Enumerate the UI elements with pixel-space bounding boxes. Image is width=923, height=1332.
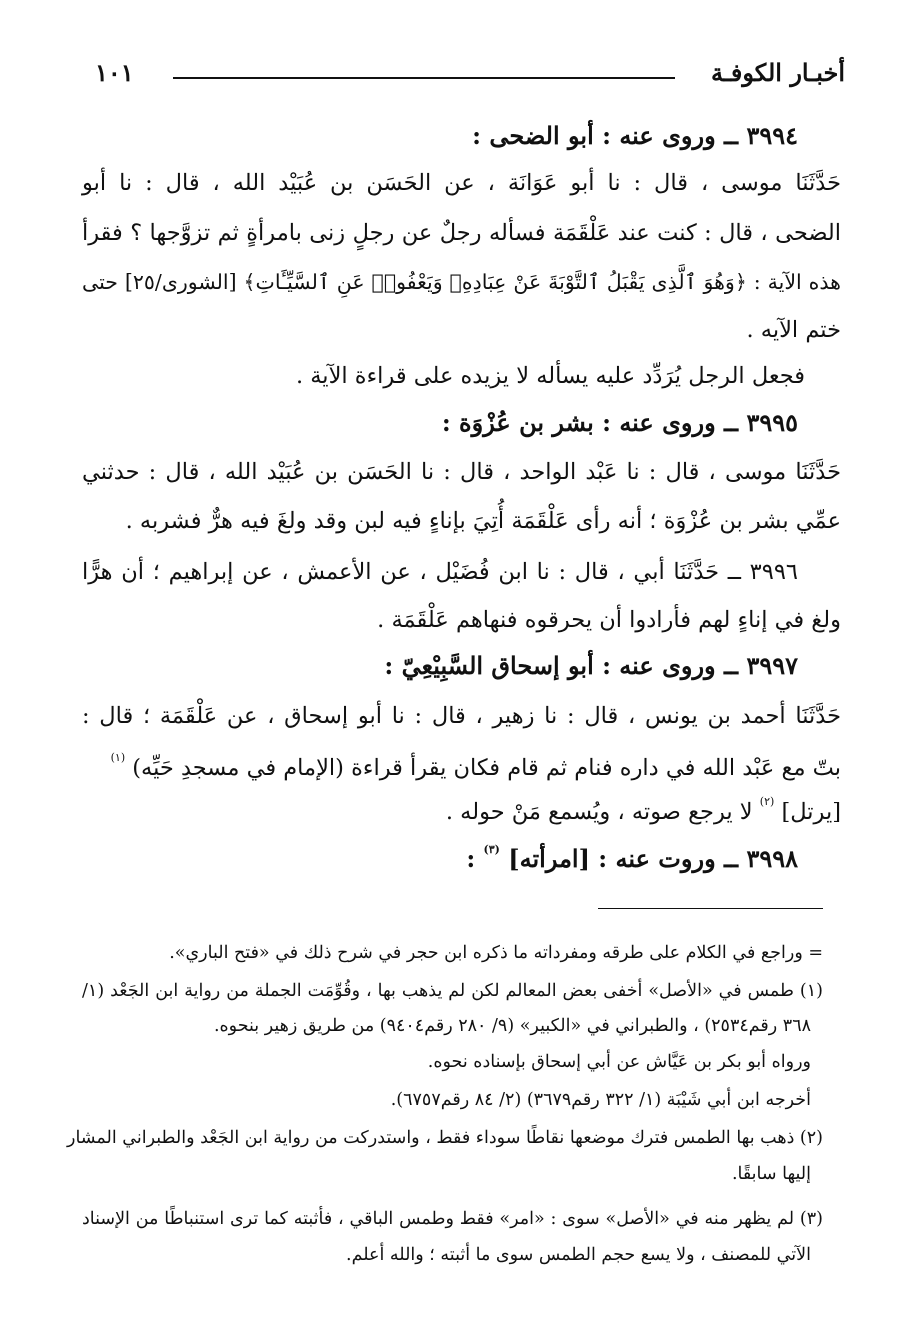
text-span: [يرتل] <box>781 799 841 825</box>
footnote-line: ٣٦٨ رقم٢٥٣٤) ، والطبراني في «الكبير» (٩/ ٢٨٠ رقم٩٤٠٤) من طريق زهير بنحوه. <box>213 1016 811 1036</box>
footnote-line: ورواه أبو بكر بن عَيَّاش عن أبي إسحاق بإسناده نحوه. <box>427 1052 811 1072</box>
text-line: ولغ في إناءٍ لهم فأرادوا أن يحرقوه فنهاهم عَلْقَمَة . <box>377 607 841 633</box>
footnote-line: = وراجع في الكلام على طرقه ومفرداته ما ذكره ابن حجر في شرح ذلك في «فتح الباري». <box>169 943 823 963</box>
entry-number: ٣٩٩٤ <box>746 121 798 150</box>
text-line-with-note <box>82 796 841 832</box>
text-line: حَدَّثَنَا أحمد بن يونس ، قال : نا زهير ، قال : نا أبو إسحاق ، عن عَلْقَمَة ؛ قال : <box>82 703 841 729</box>
text-line: عمِّي بشر بن عُزْوَة ؛ أنه رأى عَلْقَمَة أُتِيَ بإناءٍ فيه لبن وقد ولغَ فيه هرٌّ فشربه . <box>125 508 841 534</box>
text-line: ختم الآيه . <box>746 317 841 343</box>
entry-heading-3995 <box>82 407 798 439</box>
footnote-line: (٢) ذهب بها الطمس فترك موضعها نقاطًا سوداء فقط ، واستدركت من رواية ابن الجَعْد والطبراني المشار <box>67 1128 823 1148</box>
entry-heading-text: ــ وروت عنه : [امرأته] <box>508 844 739 873</box>
footnote-line: (١) طمس في «الأصل» أخفى بعض المعالم لكن لم يذهب بها ، وقُوِّمَت الجملة من رواية ابن الجَعْد (١/ <box>82 981 823 1001</box>
footnote-marker-2: (٢) <box>759 795 775 808</box>
entry-number: ٣٩٩٨ <box>746 844 798 873</box>
text-line-with-note <box>82 752 841 788</box>
entry-heading-text: ــ وروى عنه : أبو الضحى : <box>472 121 739 150</box>
text-line: فجعل الرجل يُرَدِّد عليه يسأله لا يزيده على قراءة الآية . <box>295 363 805 389</box>
footnote-line: أخرجه ابن أبي شَيْبَة (١/ ٣٢٢ رقم٣٦٧٩) (٢/ ٨٤ رقم٦٧٥٧). <box>390 1090 811 1110</box>
text-line: الضحى ، قال : كنت عند عَلْقَمَة فسأله رجلٌ عن رجلٍ زنى بامرأةٍ ثم تزوَّجها ؟ فقرأ <box>82 220 841 246</box>
text-line: حَدَّثَنَا موسى ، قال : نا أبو عَوَانَة ، عن الحَسَن بن عُبَيْد الله ، قال : نا أبو <box>82 170 841 196</box>
entry-number: ٣٩٩٧ <box>746 651 798 680</box>
page-header <box>95 58 845 92</box>
footnote-marker-3: (٣) <box>483 843 500 856</box>
entry-number: ٣٩٩٥ <box>746 408 798 437</box>
footnote-line: الآتي للمصنف ، ولا يسع حجم الطمس سوى ما أثبته ؛ والله أعلم. <box>346 1245 811 1265</box>
entry-3996-line: ٣٩٩٦ ــ حَدَّثَنَا أبي ، قال : نا ابن فُضَيْل ، عن الأعمش ، عن إبراهيم ؛ أن هرًّا <box>82 559 798 585</box>
entry-heading-3998 <box>82 843 798 880</box>
text-span: لا يرجع صوته ، ويُسمع مَنْ حوله . <box>445 799 753 825</box>
text-span: بتّ مع عَبْد الله في داره فنام ثم قام فكان يقرأ قراءة (الإمام في مسجدِ حَيِّه) <box>132 755 841 781</box>
entry-heading-text: ــ وروى عنه : بشر بن عُزْوَة : <box>441 408 739 437</box>
entry-heading-3994 <box>82 120 798 152</box>
footnote-line: إليها سابقًا. <box>731 1164 811 1184</box>
footnote-separator <box>598 908 823 909</box>
header-rule <box>173 77 675 79</box>
footnote-line: (٣) لم يظهر منه في «الأصل» سوى : «امر» فقط وطمس الباقي ، فأثبته كما ترى استنباطًا من الإسناد <box>82 1209 823 1229</box>
text-line: حَدَّثَنَا موسى ، قال : نا عَبْد الواحد ، قال : نا الحَسَن بن عُبَيْد الله ، قال : حدثني <box>82 459 841 485</box>
entry-heading-3997 <box>82 650 798 682</box>
footnote-marker-1: (١) <box>110 751 126 764</box>
entry-heading-colon: : <box>466 844 476 873</box>
running-title: أخبـار الكوفـة <box>710 58 845 87</box>
entry-heading-text: ــ وروى عنه : أبو إسحاق السَّبِيْعِيّ : <box>384 651 739 680</box>
page-number: ١٠١ <box>95 58 134 87</box>
text-line-quran: هذه الآية : ﴿وَهُوَ ٱلَّذِى يَقْبَلُ ٱلتَّوْبَةَ عَنْ عِبَادِهِۦ وَيَعْفُوا۟ عَنِ ٱلسَّيِّـَٔاتِ﴾ [الشورى/٢٥] حتى <box>82 270 841 294</box>
